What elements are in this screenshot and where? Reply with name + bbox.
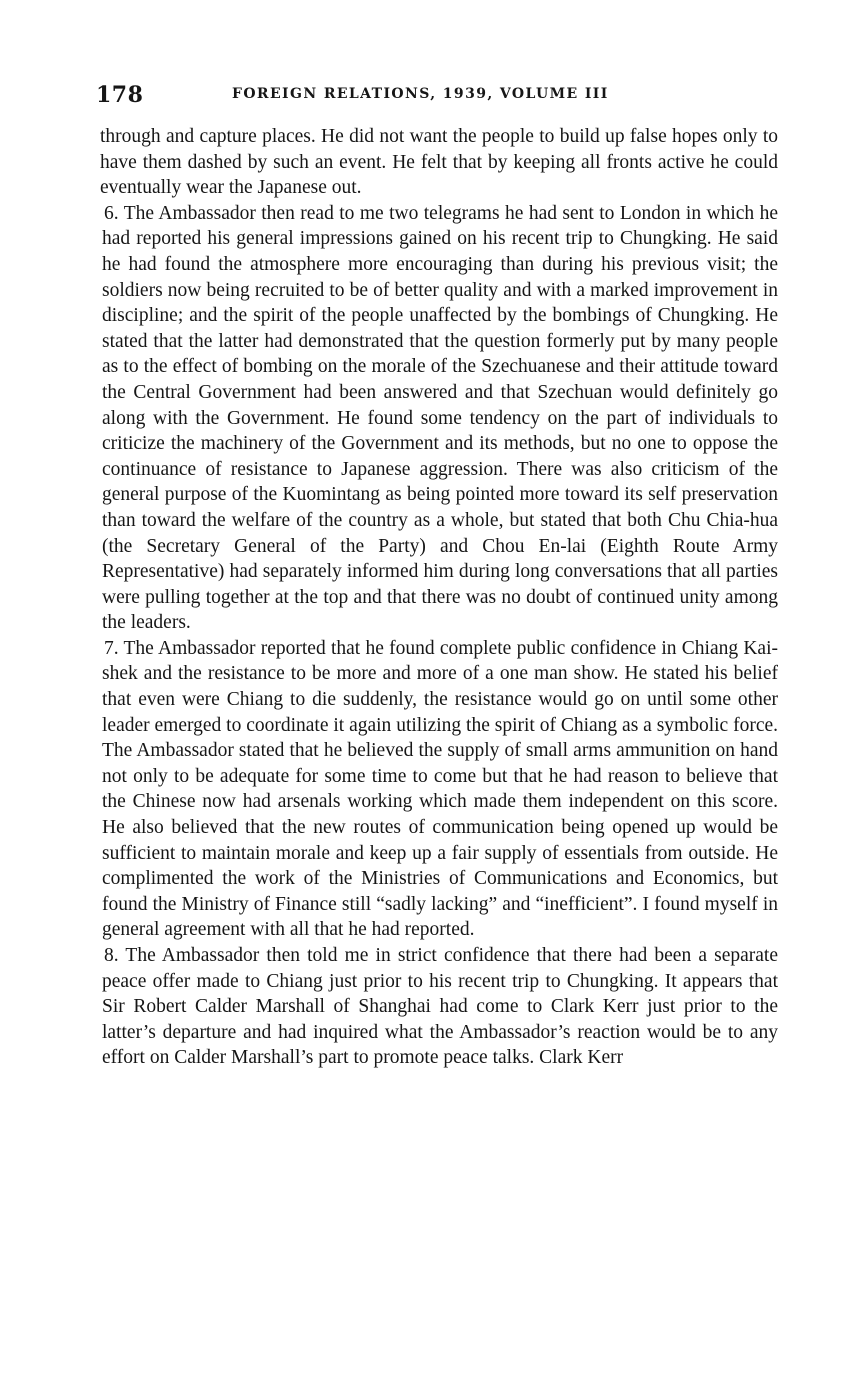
body-text — [100, 124, 778, 1071]
paragraph-6: 6. The Ambassador then read to me two telegrams he had sent to London in which he had reported his general impressions gained on his recent trip to Chungking. He said he had found the atmosphere more encouraging than during his previous visit; the soldiers now being recruited to be of better quality and with a marked improvement in discipline; and the spirit of the people unaffected by the bombings of Chungking. He stated that the latter had demonstrated that the question formerly put by many people as to the effect of bombing on the morale of the Szechuanese and their attitude toward the Central Government had been answered and that Szechuan would definitely go along with the Government. He found some tendency on the part of individuals to criticize the machinery of the Government and its methods, but no one to oppose the continuance of resistance to Japanese aggression. There was also criticism of the general purpose of the Kuomintang as being pointed more toward its self preservation than toward the welfare of the country as a whole, but stated that both Chu Chia-hua (the Secretary General of the Party) and Chou En-lai (Eighth Route Army Representative) had separately informed him during long conversations that all parties were pulling together at the top and that there was no doubt of continued unity among the leaders. — [102, 202, 778, 634]
page-header — [96, 82, 736, 110]
paragraph-7: 7. The Ambassador reported that he found complete public confidence in Chiang Kai-shek and the resistance to be more and more of a one man show. He stated his belief that even were Chiang to die suddenly, the resistance would go on until some other leader emerged to coordinate it again utilizing the spirit of Chiang as a symbolic force. The Ambassador stated that he believed the supply of small arms ammunition on hand not only to be adequate for some time to come but that he had reason to believe that the Chinese now had arsenals working which made them independent on this score. He also believed that the new routes of communication being opened up would be sufficient to maintain morale and keep up a fair supply of essentials from outside. He complimented the work of the Ministries of Communications and Economics, but found the Ministry of Finance still “sadly lacking” and “inefficient”. I found myself in general agreement with all that he had reported. — [102, 637, 778, 941]
paragraph-continuation: through and capture places. He did not want the people to build up false hopes only to have them dashed by such an event. He felt that by keeping all fronts active he could eventually wear the Japanese out. — [100, 126, 778, 199]
running-head: FOREIGN RELATIONS, 1939, VOLUME III — [232, 86, 609, 102]
page-number: 178 — [96, 82, 144, 108]
paragraph-8: 8. The Ambassador then told me in strict confidence that there had been a separate peace offer made to Chiang just prior to his recent trip to Chungking. It appears that Sir Robert Calder Marshall of Shanghai had come to Clark Kerr just prior to the latter’s departure and had inquired what the Ambassador’s reaction would be to any effort on Calder Marshall’s part to promote peace talks. Clark Kerr — [102, 945, 778, 1069]
